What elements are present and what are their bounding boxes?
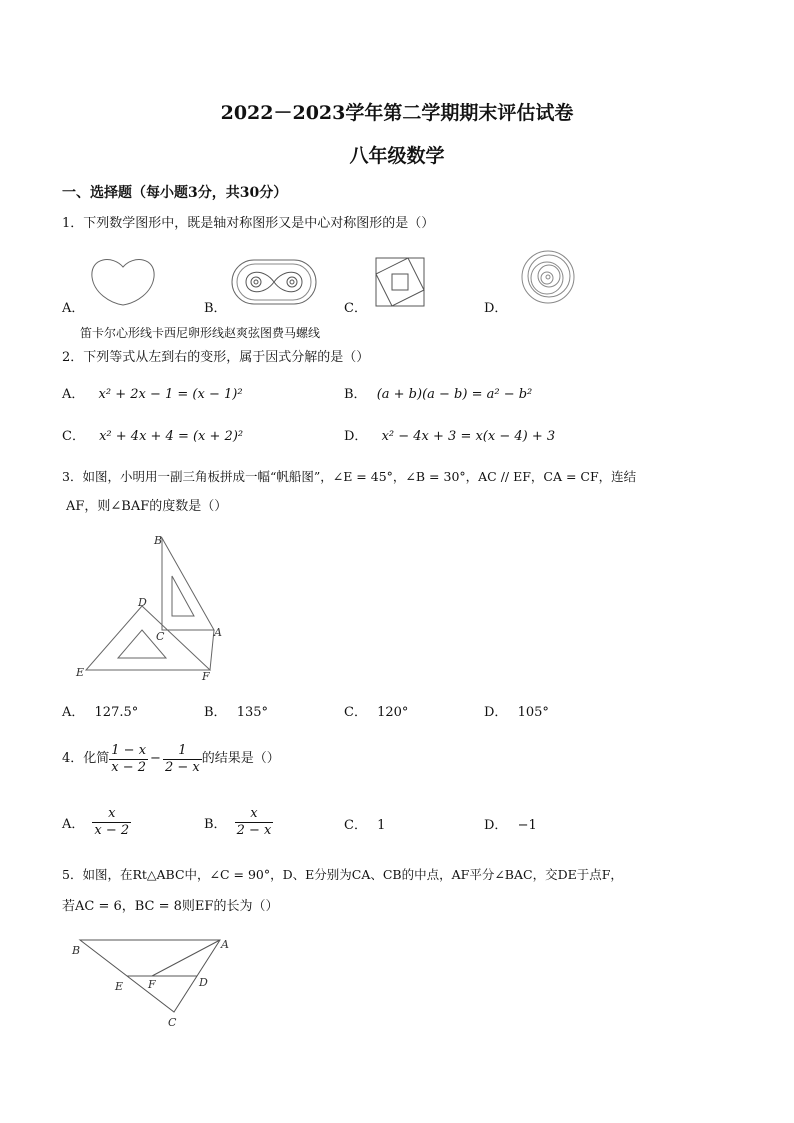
q3-label-e: E [76, 666, 85, 679]
q4-option-d-label: D． [484, 818, 508, 833]
q5-label-d: D [199, 976, 208, 989]
q4-option-a[interactable] [62, 802, 131, 842]
cardioid-figure [88, 255, 158, 310]
q4-option-a-fraction [92, 806, 131, 839]
q3-option-a-label: A． [62, 705, 85, 720]
q2-option-b[interactable] [344, 383, 532, 402]
q5-label-a: A [221, 938, 229, 951]
question-2-stem: 2．下列等式从左到右的变形，属于因式分解的是（） [62, 350, 370, 365]
exam-subtitle: 八年级数学 [349, 145, 445, 167]
q3-label-f: F [202, 670, 210, 682]
q5-label-b: B [72, 944, 81, 957]
q5-label-e: E [115, 980, 124, 993]
q3-label-c: C [156, 630, 165, 643]
q3-option-d-label: D． [484, 705, 508, 720]
q3-option-c[interactable] [344, 701, 408, 720]
question-3-stem-line2: AF，则∠BAF的度数是（） [66, 499, 228, 514]
sailboat-figure [70, 530, 230, 682]
q4-option-d-value: −1 [517, 818, 537, 833]
q3-option-b[interactable] [204, 701, 268, 720]
q4-option-b-fraction [235, 806, 274, 839]
q2-option-c-label: C． [62, 429, 85, 444]
q3-option-a[interactable] [62, 701, 138, 720]
q4-prefix: 4．化简 [62, 751, 110, 766]
q4-fraction-2 [163, 743, 202, 776]
q3-option-b-value: 135° [236, 705, 269, 720]
right-triangle-figure [68, 930, 238, 1030]
q5-label-f: F [148, 978, 156, 991]
q4-option-a-num: x [92, 806, 131, 823]
question-4-stem [62, 740, 280, 778]
fermat-spiral-figure [518, 248, 578, 306]
q4-option-b[interactable] [204, 802, 273, 842]
q4-option-c-value: 1 [377, 818, 386, 833]
q5-label-c: C [168, 1016, 177, 1029]
q4-fraction-1 [109, 743, 148, 776]
q2-option-b-label: B． [344, 387, 367, 402]
q3-option-c-label: C． [344, 705, 367, 720]
q4-fraction-2-num: 1 [163, 743, 202, 760]
section-title: 一、选择题（每小题3分，共30分） [62, 185, 288, 201]
question-5-stem-line2: 若AC = 6，BC = 8则EF的长为（） [62, 899, 279, 914]
q2-option-a-label: A． [62, 387, 85, 402]
q4-fraction-2-den: 2 − x [164, 759, 200, 775]
q3-option-c-value: 120° [377, 705, 409, 720]
q3-option-d-value: 105° [517, 705, 549, 720]
q2-option-a[interactable] [62, 383, 243, 402]
zhaoshuang-figure [372, 254, 428, 310]
q4-minus: − [150, 751, 161, 766]
q2-option-d[interactable] [344, 425, 555, 444]
question-1-stem: 1．下列数学图形中，既是轴对称图形又是中心对称图形的是（） [62, 216, 435, 231]
q1-option-c[interactable]: C． [344, 301, 367, 316]
q3-option-d[interactable] [484, 701, 549, 720]
exam-title: 2022－2023学年第二学期期末评估试卷 [220, 102, 574, 124]
q3-option-b-label: B． [204, 705, 227, 720]
q2-option-c-expr: x² + 4x + 4 = (x + 2)² [99, 429, 244, 444]
q3-label-d: D [138, 596, 147, 609]
q4-option-c-label: C． [344, 818, 367, 833]
q4-suffix: 的结果是（） [201, 751, 280, 766]
q4-fraction-1-den: x − 2 [111, 759, 147, 775]
q4-option-b-den: 2 − x [236, 822, 272, 838]
q4-option-d[interactable] [484, 814, 537, 833]
q4-option-c[interactable] [344, 814, 385, 833]
q1-option-a[interactable]: A． [62, 301, 85, 316]
q2-option-c[interactable] [62, 425, 243, 444]
q2-option-a-expr: x² + 2x − 1 = (x − 1)² [98, 387, 243, 402]
q4-fraction-1-num: 1 − x [111, 742, 147, 758]
q3-label-b: B [154, 534, 163, 547]
q1-option-d[interactable]: D． [484, 301, 508, 316]
q4-option-a-den: x − 2 [94, 822, 130, 838]
q2-option-d-label: D． [344, 429, 368, 444]
q3-label-a: A [214, 626, 222, 639]
q3-option-a-value: 127.5° [94, 705, 139, 720]
cassini-oval-figure [228, 256, 320, 308]
question-5-stem-line1: 5．如图，在Rt△ABC中，∠C = 90°，D、E分别为CA、CB的中点，AF平分∠BAC，交DE于点F， [62, 867, 623, 882]
q1-option-b[interactable]: B． [204, 301, 227, 316]
q2-option-b-expr: (a + b)(a − b) = a² − b² [376, 387, 533, 402]
question-3-stem-line1: 3．如图，小明用一副三角板拼成一幅“帆船图”，∠E = 45°，∠B = 30°，AC // EF，CA = CF，连结 [62, 469, 637, 484]
q4-option-a-label: A． [62, 816, 85, 832]
q4-option-b-num: x [235, 806, 274, 823]
q2-option-d-expr: x² − 4x + 3 = x(x − 4) + 3 [381, 429, 556, 444]
q4-option-b-label: B． [204, 816, 227, 832]
q1-figure-caption: 笛卡尔心形线卡西尼卵形线赵爽弦图费马螺线 [80, 326, 321, 340]
